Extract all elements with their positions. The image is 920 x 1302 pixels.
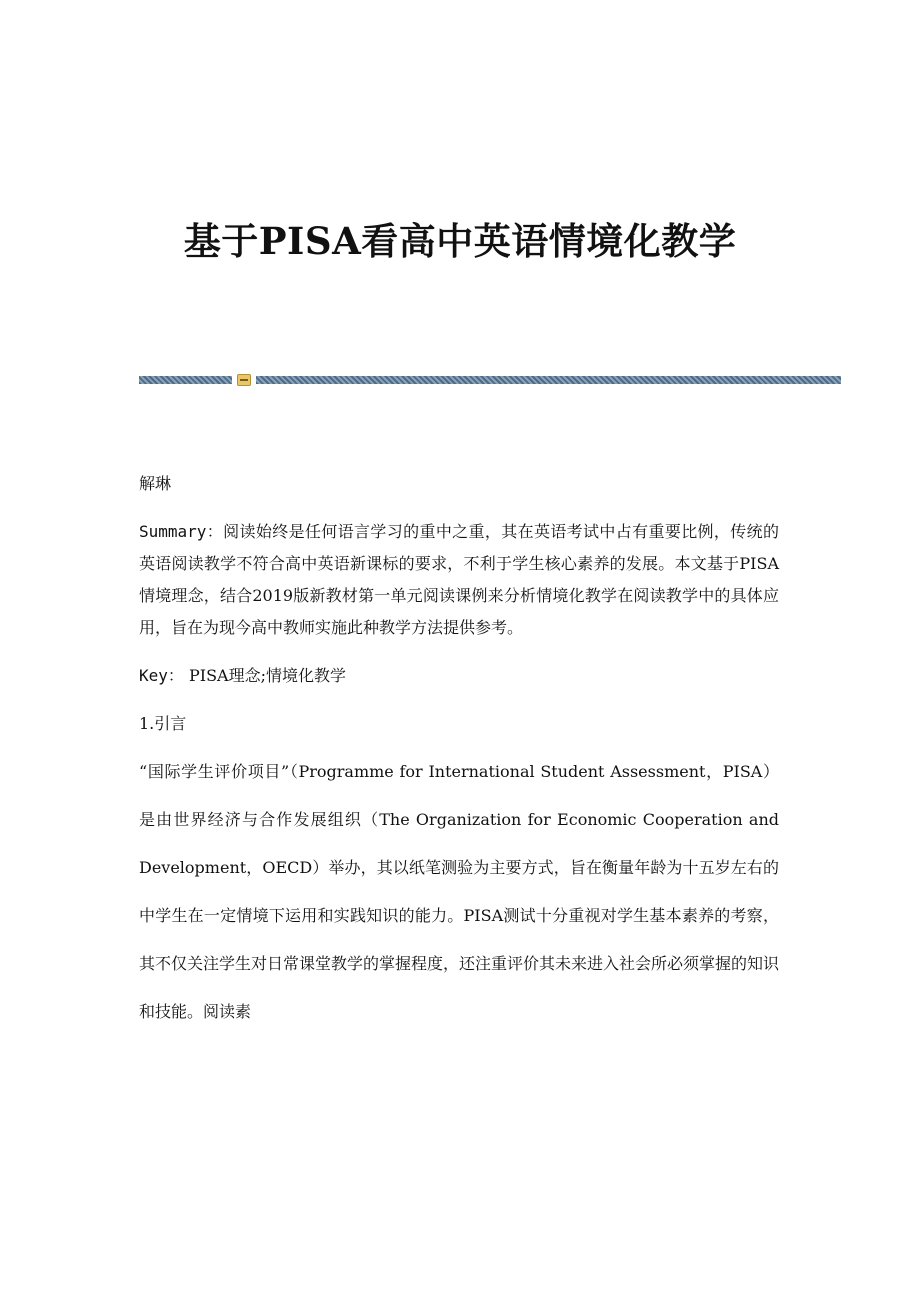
summary-text: 阅读始终是任何语言学习的重中之重，其在英语考试中占有重要比例，传统的英语阅读教学不符合高中英语新课标的要求，不利于学生核心素养的发展。本文基于PISA情境理念，结合2019版新教材第一单元阅读课例来分析情境化教学在阅读教学中的具体应用，旨在为现今高中教师实施此种教学方法提供参考。: [139, 522, 779, 637]
intro-paragraph: “国际学生评价项目”（Programme for International Student Assessment，PISA）是由世界经济与合作发展组织（The Organization for Economic Cooperation and Development，OECD）举办，其以纸笔测验为主要方式，旨在衡量年龄为十五岁左右的中学生在一定情境下运用和实践知识的能力。PISA测试十分重视对学生基本素养的考察，其不仅关注学生对日常课堂教学的掌握程度，还注重评价其未来进入社会所必须掌握的知识和技能。阅读素: [139, 762, 780, 1021]
summary-label: Summary：: [139, 522, 224, 541]
section-heading: 1.引言: [139, 714, 187, 733]
divider-bar-right: [256, 376, 841, 384]
divider-ornament-icon: [237, 374, 251, 386]
title-divider: [139, 374, 841, 386]
divider-bar-left: [139, 376, 232, 384]
keywords-label: Key：: [139, 666, 184, 685]
document-title: 基于PISA看高中英语情境化教学: [183, 219, 737, 263]
keywords-line: [139, 660, 779, 692]
keywords-text: PISA理念;情境化教学: [183, 666, 346, 685]
document-body: [139, 468, 779, 1036]
summary-paragraph: [139, 516, 779, 644]
author-name: 解琳: [139, 474, 172, 493]
